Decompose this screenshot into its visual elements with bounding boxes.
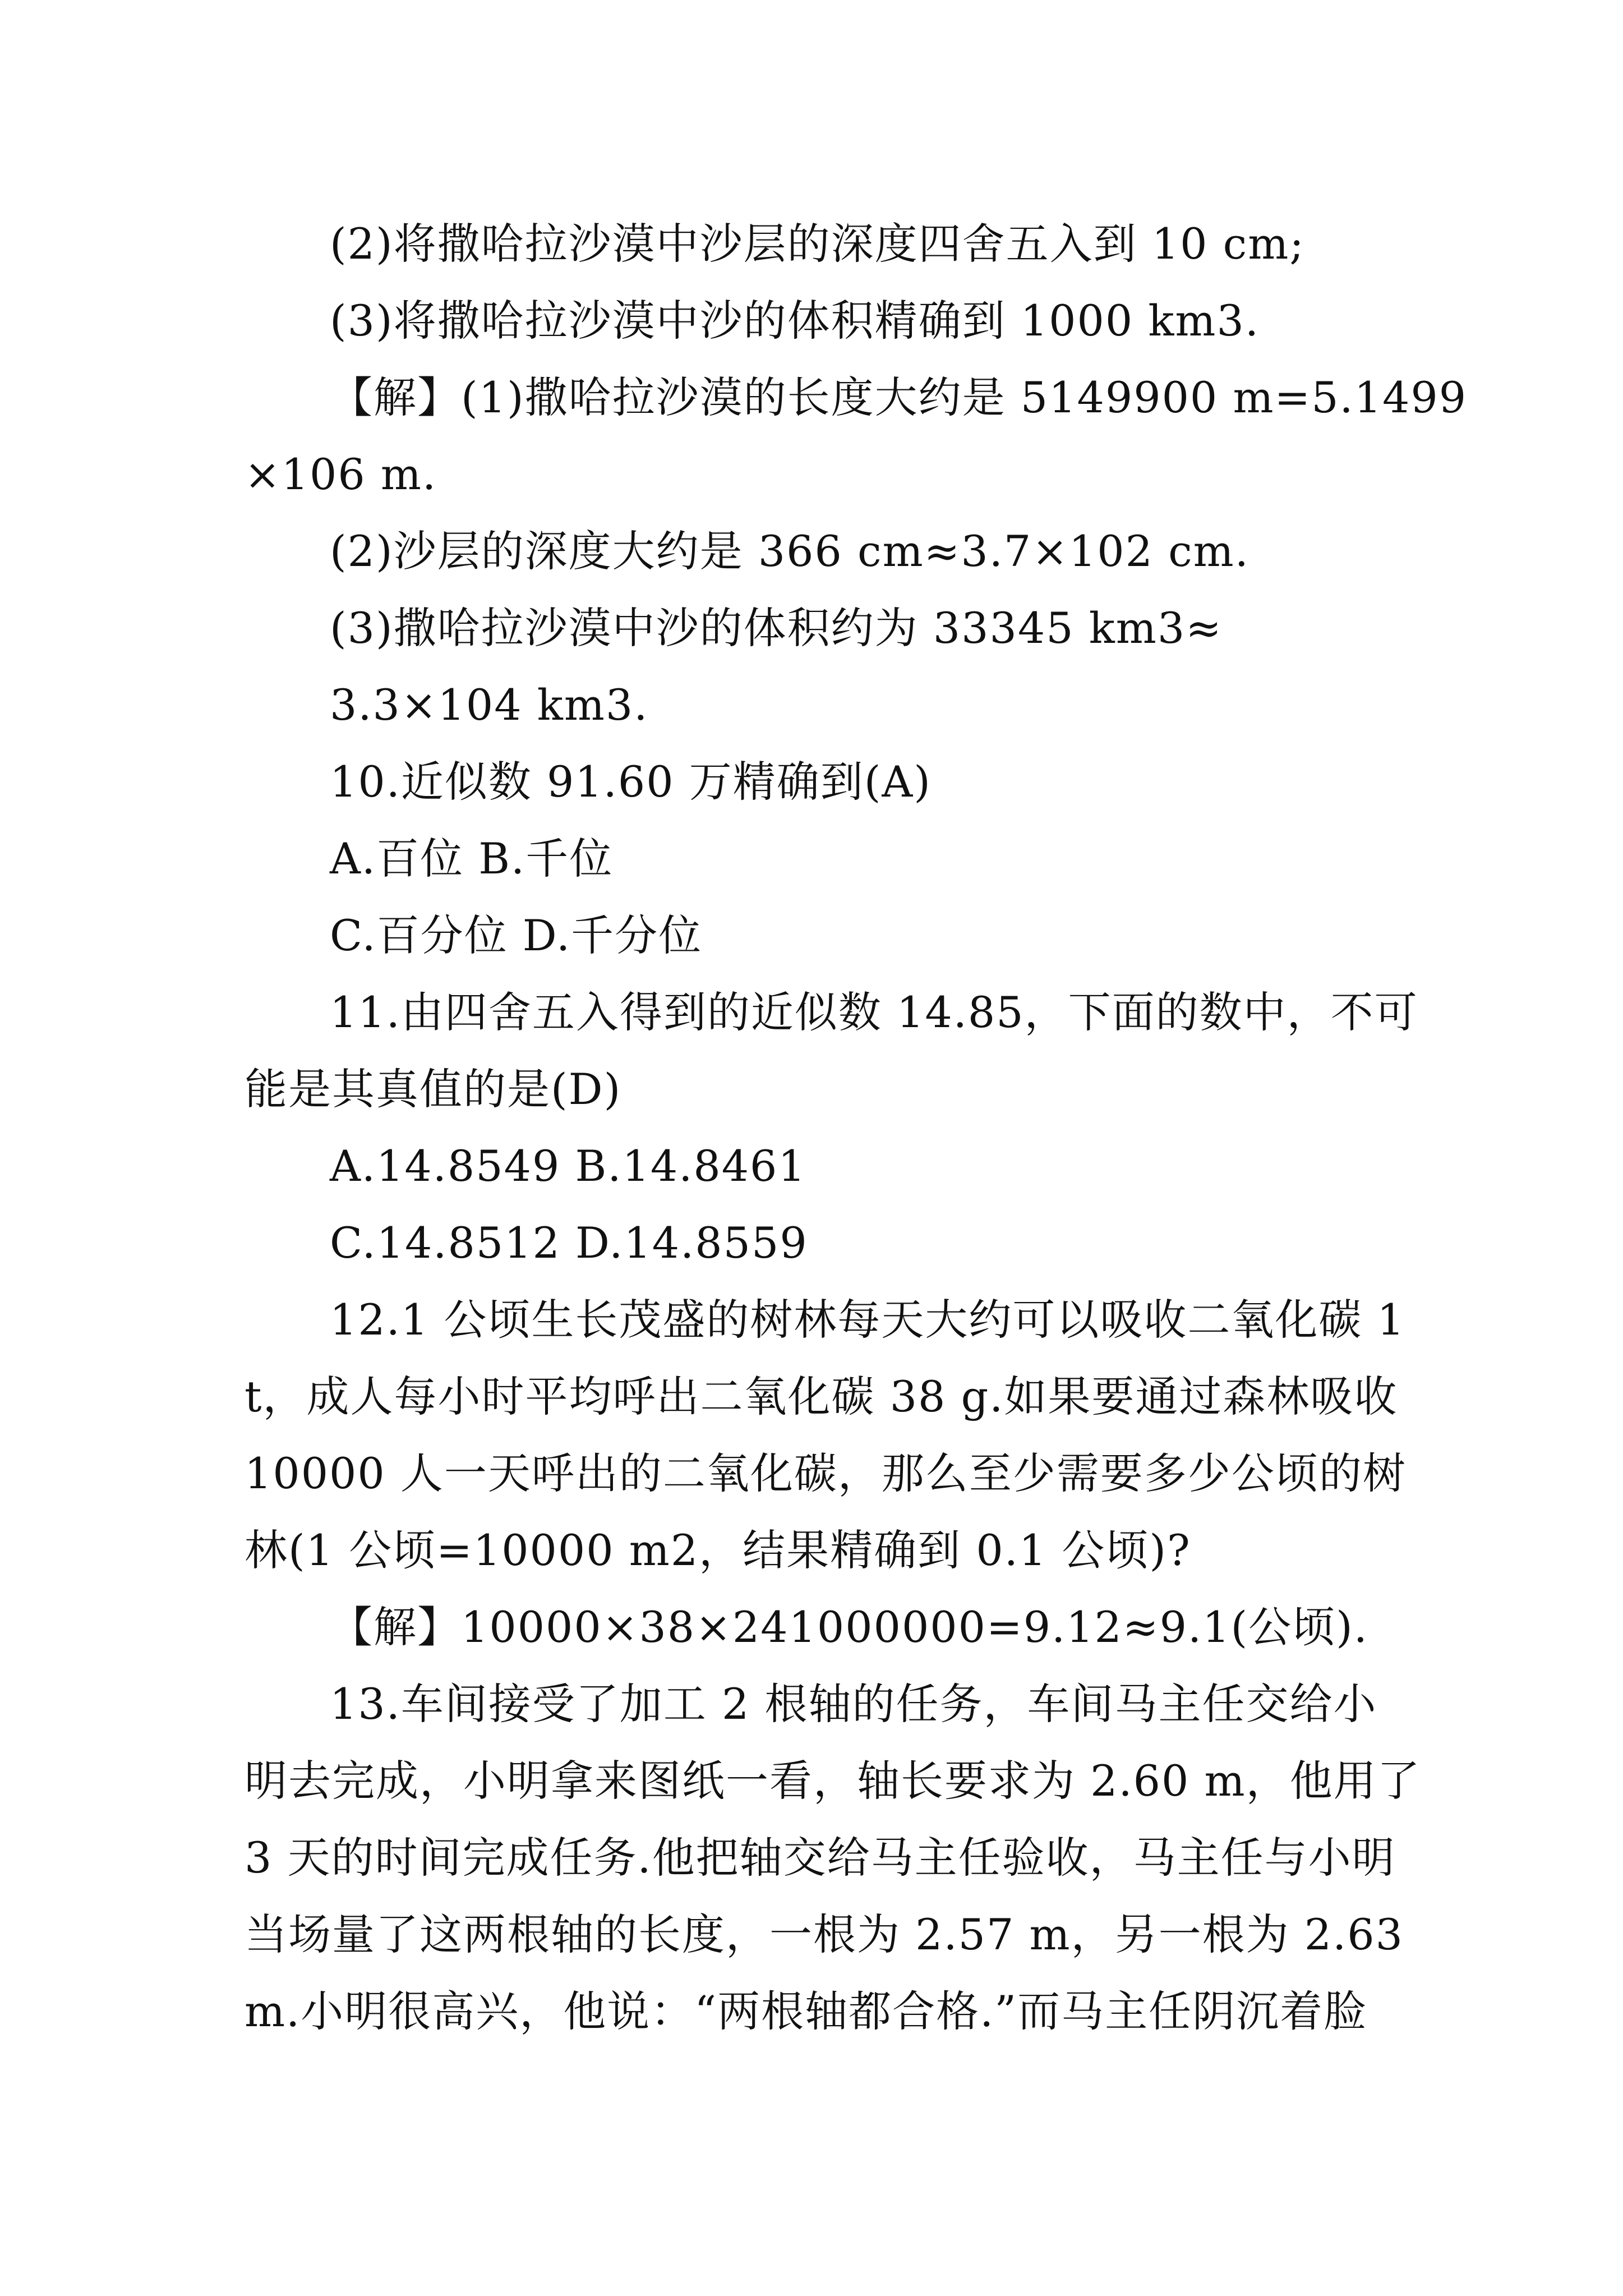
text-line-question-11b: 能是其真值的是(D) xyxy=(245,1064,622,1114)
text-line-solution-1b: ×106 m. xyxy=(245,449,437,499)
text-line-question-13e: m.小明很高兴，他说：“两根轴都合格.”而马主任阴沉着脸 xyxy=(245,1986,1368,2036)
text-line-question-12d: 林(1 公顷=10000 m2，结果精确到 0.1 公顷)? xyxy=(245,1525,1191,1575)
text-line-solution-1a: 【解】(1)撒哈拉沙漠的长度大约是 5149900 m=5.1499 xyxy=(330,372,1468,422)
text-line-question-13d: 当场量了这两根轴的长度，一根为 2.57 m，另一根为 2.63 xyxy=(245,1910,1404,1959)
text-line-question-10: 10.近似数 91.60 万精确到(A) xyxy=(330,757,932,807)
text-line-solution-2: (2)沙层的深度大约是 366 cm≈3.7×102 cm. xyxy=(330,526,1249,576)
text-line-question-13a: 13.车间接受了加工 2 根轴的任务，车间马主任交给小 xyxy=(330,1679,1377,1729)
text-line-q10-options-ab: A.百位 B.千位 xyxy=(330,834,614,884)
text-line-question-13c: 3 天的时间完成任务.他把轴交给马主任验收，马主任与小明 xyxy=(245,1833,1396,1883)
text-line-question-12c: 10000 人一天呼出的二氧化碳，那么至少需要多少公顷的树 xyxy=(245,1448,1407,1498)
text-line-part2-question: (2)将撒哈拉沙漠中沙层的深度四舍五入到 10 cm; xyxy=(330,219,1305,269)
text-line-solution-3b: 3.3×104 km3. xyxy=(330,680,649,730)
text-line-question-13b: 明去完成，小明拿来图纸一看，轴长要求为 2.60 m，他用了 xyxy=(245,1756,1421,1806)
text-line-solution-12: 【解】10000×38×241000000=9.12≈9.1(公顷). xyxy=(330,1602,1368,1652)
text-line-question-11a: 11.由四舍五入得到的近似数 14.85，下面的数中，不可 xyxy=(330,987,1418,1037)
text-line-q11-options-cd: C.14.8512 D.14.8559 xyxy=(330,1218,808,1268)
text-line-part3-question: (3)将撒哈拉沙漠中沙的体积精确到 1000 km3. xyxy=(330,296,1260,346)
text-line-question-12a: 12.1 公顷生长茂盛的树林每天大约可以吸收二氧化碳 1 xyxy=(330,1295,1405,1345)
text-line-solution-3a: (3)撒哈拉沙漠中沙的体积约为 33345 km3≈ xyxy=(330,603,1223,653)
text-line-q11-options-ab: A.14.8549 B.14.8461 xyxy=(330,1141,806,1191)
text-line-question-12b: t，成人每小时平均呼出二氧化碳 38 g.如果要通过森林吸收 xyxy=(245,1372,1398,1421)
text-line-q10-options-cd: C.百分位 D.千分位 xyxy=(330,910,703,960)
